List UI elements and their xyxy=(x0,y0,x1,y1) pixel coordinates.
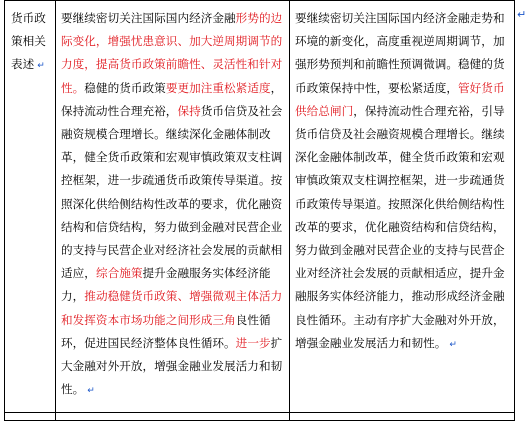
left-text-cell[interactable] xyxy=(56,1,290,421)
text-segment: 要继续密切关注国际国内经济金融 xyxy=(61,11,236,25)
row-label-cell[interactable] xyxy=(5,1,56,421)
paragraph-mark-icon: ↵ xyxy=(37,61,45,72)
highlighted-text-segment: 管好货币供给总闸门 xyxy=(295,80,505,118)
right-text-cell[interactable] xyxy=(290,1,515,421)
text-segment: 要继续密切关注国际国内经济金融走势和环境的新变化，高度重视逆周期调节，加强形势预判和前瞻性预调微调。稳健的货币政策保持中性，要松紧适度， xyxy=(295,11,505,95)
table-bottom-border xyxy=(4,412,514,413)
highlighted-text-segment: 要更加注重松紧适度 xyxy=(165,80,271,95)
row-end-mark-icon: ↵ xyxy=(517,8,527,21)
text-segment: 良性循环，促进国民经济整体良性循环。 xyxy=(61,312,271,350)
highlighted-text-segment: 形势的边际变化，增强忧患意识、加大逆周期调节的力度，提高货币政策前瞻性、灵活性和针对性。 xyxy=(61,11,283,95)
text-segment: 货币信贷及社会融资规模合理增长。继续深化金融体制改革，健全货币政策和宏观审慎政策双支柱调控框架，进一步疏通货币政策传导渠道。按照深化供给侧结构性改革的要求，优化融资结构和信贷结构，努力做到金融对民营企业的支持与民营企业对经济社会发展的贡献相适应， xyxy=(61,103,283,281)
highlighted-text-segment: 保持 xyxy=(177,103,201,118)
table-row xyxy=(5,1,515,421)
row-label-text: 货币政策相关表述 xyxy=(11,11,46,72)
policy-comparison-table xyxy=(4,0,515,421)
text-segment: ，保持流动性合理充裕，引导货币信贷及社会融资规模合理增长。继续深化金融体制改革，健全货币政策和宏观审慎政策双支柱调控框架，进一步疏通货币政策传导渠道。按照深化供给侧结构性改革的要求，优化融资结构和信贷结构，努力做到金融对民营企业的支持与民营企业对经济社会发展的贡献相适应，提升金融服务实体经济能力，推动形成经济金融良性循环。主动有序扩大金融对外开放，增强金融业发展活力和韧性。 xyxy=(295,103,505,350)
highlighted-text-segment: 进一步 xyxy=(235,335,271,350)
highlighted-text-segment: 综合施策 xyxy=(95,266,143,281)
highlighted-text-segment: 推动稳健货币政策、增强微观主体活力和发挥资本市场功能之间形成三角 xyxy=(61,289,283,327)
text-segment: 扩大金融对外开放，增强金融业发展活力和韧性。 xyxy=(61,335,283,397)
text-segment: 稳健的货币政策 xyxy=(84,80,166,95)
paragraph-mark-icon: ↵ xyxy=(449,339,457,350)
paragraph-mark-icon: ↵ xyxy=(87,386,95,397)
text-segment: 提升金融服务实体经济能力， xyxy=(61,266,271,304)
text-segment: ，保持流动性合理充裕， xyxy=(61,80,283,118)
